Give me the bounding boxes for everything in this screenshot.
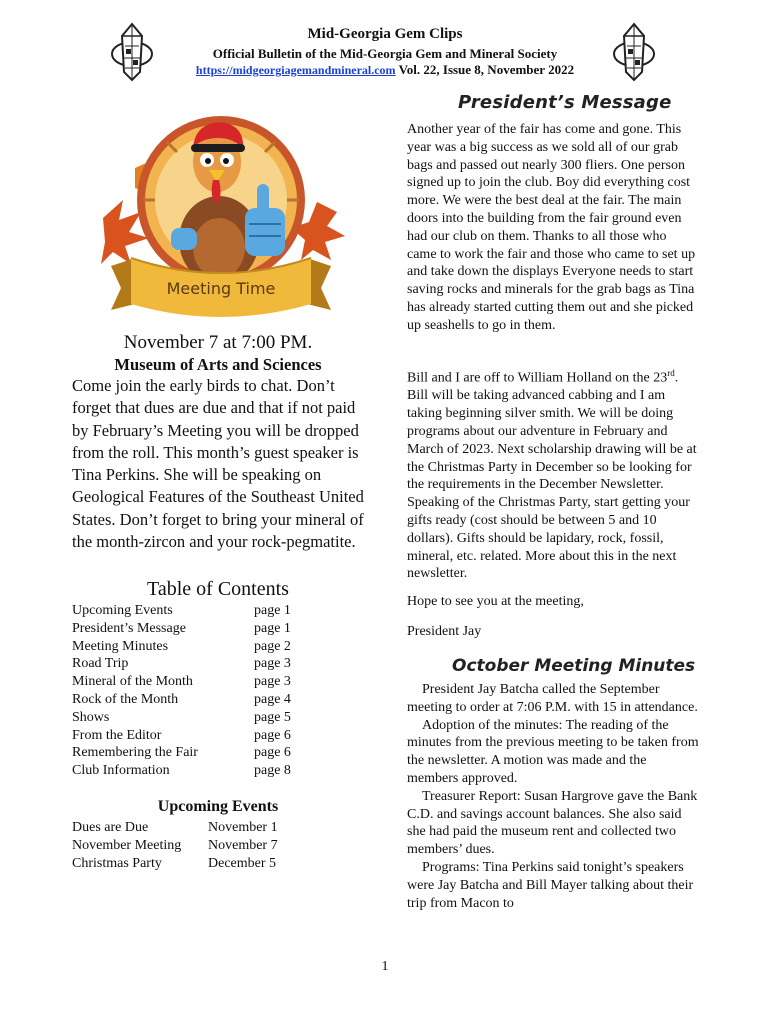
october-minutes-heading: October Meeting Minutes	[452, 656, 696, 676]
meeting-date: November 7 at 7:00 PM.	[123, 332, 313, 353]
newsletter-title: Mid-Georgia Gem Clips	[307, 26, 463, 42]
list-item: Dues are Due November 1	[72, 820, 278, 835]
meeting-place: Museum of Arts and Sciences	[114, 355, 322, 374]
issue-info: Vol. 22, Issue 8, November 2022	[398, 62, 575, 77]
toc-row[interactable]: Shows page 5	[72, 709, 291, 725]
toc-row[interactable]: Remembering the Fair page 6	[72, 745, 291, 761]
toc-row[interactable]: Mineral of the Month page 3	[72, 674, 291, 690]
list-item: November Meeting November 7	[72, 837, 278, 853]
signature: President Jay	[407, 624, 482, 639]
table-of-contents	[72, 602, 332, 780]
toc-row[interactable]: From the Editor page 6	[72, 727, 291, 743]
minutes-paragraph: Adoption of the minutes: The reading of the minutes from the previous meeting to be taken from the newsletter. A motion was made and the members approved.	[407, 717, 699, 786]
page-number: 1	[381, 959, 389, 974]
toc-row[interactable]: Meeting Minutes page 2	[72, 638, 291, 654]
presidents-message-paragraph: Another year of the fair has come and gone. This year was a big success as we sold all of our grab bags and passed out nearly 300 fliers. One person signed up to join the club. Boy did everything cost more. We were the best deal at the fair. The main doors into the building from the fair ground even had our club on them. Thanks to all those who came to work the fair and those who came to set up and take down the displays Everyone needs to start saving rocks and minerals for the grab bags as Tina has already started cutting them out and she picked up seashells to go in them.	[407, 122, 696, 333]
minutes-paragraph: Treasurer Report: Susan Hargrove gave the Bank C.D. and savings account balances. She also said she had paid the museum rent and collected two members’ dues.	[407, 788, 698, 858]
header-url-issue-line	[0, 62, 770, 78]
toc-row[interactable]: President’s Message page 1	[72, 620, 291, 636]
minutes-paragraph: Programs: Tina Perkins said tonight’s speakers were Jay Batcha and Bill Mayer talking about their trip from Macon to	[407, 859, 694, 911]
list-item: Christmas Party December 5	[72, 855, 277, 871]
closing-line: Hope to see you at the meeting,	[407, 594, 584, 609]
newsletter-subtitle: Official Bulletin of the Mid-Georgia Gem and Mineral Society	[212, 46, 558, 61]
website-link[interactable]: https://midgeorgiagemandmineral.com	[195, 63, 396, 77]
meeting-description: Come join the early birds to chat. Don’t forget that dues are due and that if not paid by February’s Meeting you will be dropped from the roll. This month’s guest speaker is Tina Perkins. She will be speaking on Geological Features of the Southeast United States. Don’t forget to bring your mineral of the month-zircon and your rock-pegmatite.	[72, 376, 364, 552]
toc-row[interactable]: Upcoming Events page 1	[72, 603, 291, 618]
toc-row[interactable]: Road Trip page 3	[72, 656, 291, 672]
toc-row[interactable]: Club Information page 8	[72, 763, 291, 779]
presidents-message-heading: President’s Message	[458, 92, 672, 113]
upcoming-events-title: Upcoming Events	[157, 798, 279, 815]
upcoming-events-list	[72, 819, 332, 872]
minutes-body	[407, 681, 699, 912]
toc-row[interactable]: Rock of the Month page 4	[72, 691, 291, 707]
turkey-meeting-time-illustration	[95, 108, 347, 330]
meeting-time-banner: Meeting Time	[166, 279, 276, 298]
presidents-message-paragraph: Bill and I are off to William Holland on the 23rd. Bill will be taking advanced cabbing and I am taking beginning silver smith. We will be doing programs about our adventure in February and March of 2023. Next scholarship drawing will be at the Christmas Party in December so be looking for the requirements in the December Newsletter. Speaking of the Christmas Party, start getting your gifts ready (cost should be between 5 and 10 dollars). Gifts should be lapidary, rock, fossil, mineral, etc. related. More about this in the next newsletter.	[407, 368, 697, 582]
newsletter-header	[0, 0, 770, 90]
toc-title: Table of Contents	[147, 578, 289, 600]
minutes-paragraph: President Jay Batcha called the September meeting to order at 7:06 P.M. with 15 in attendance.	[407, 682, 698, 715]
